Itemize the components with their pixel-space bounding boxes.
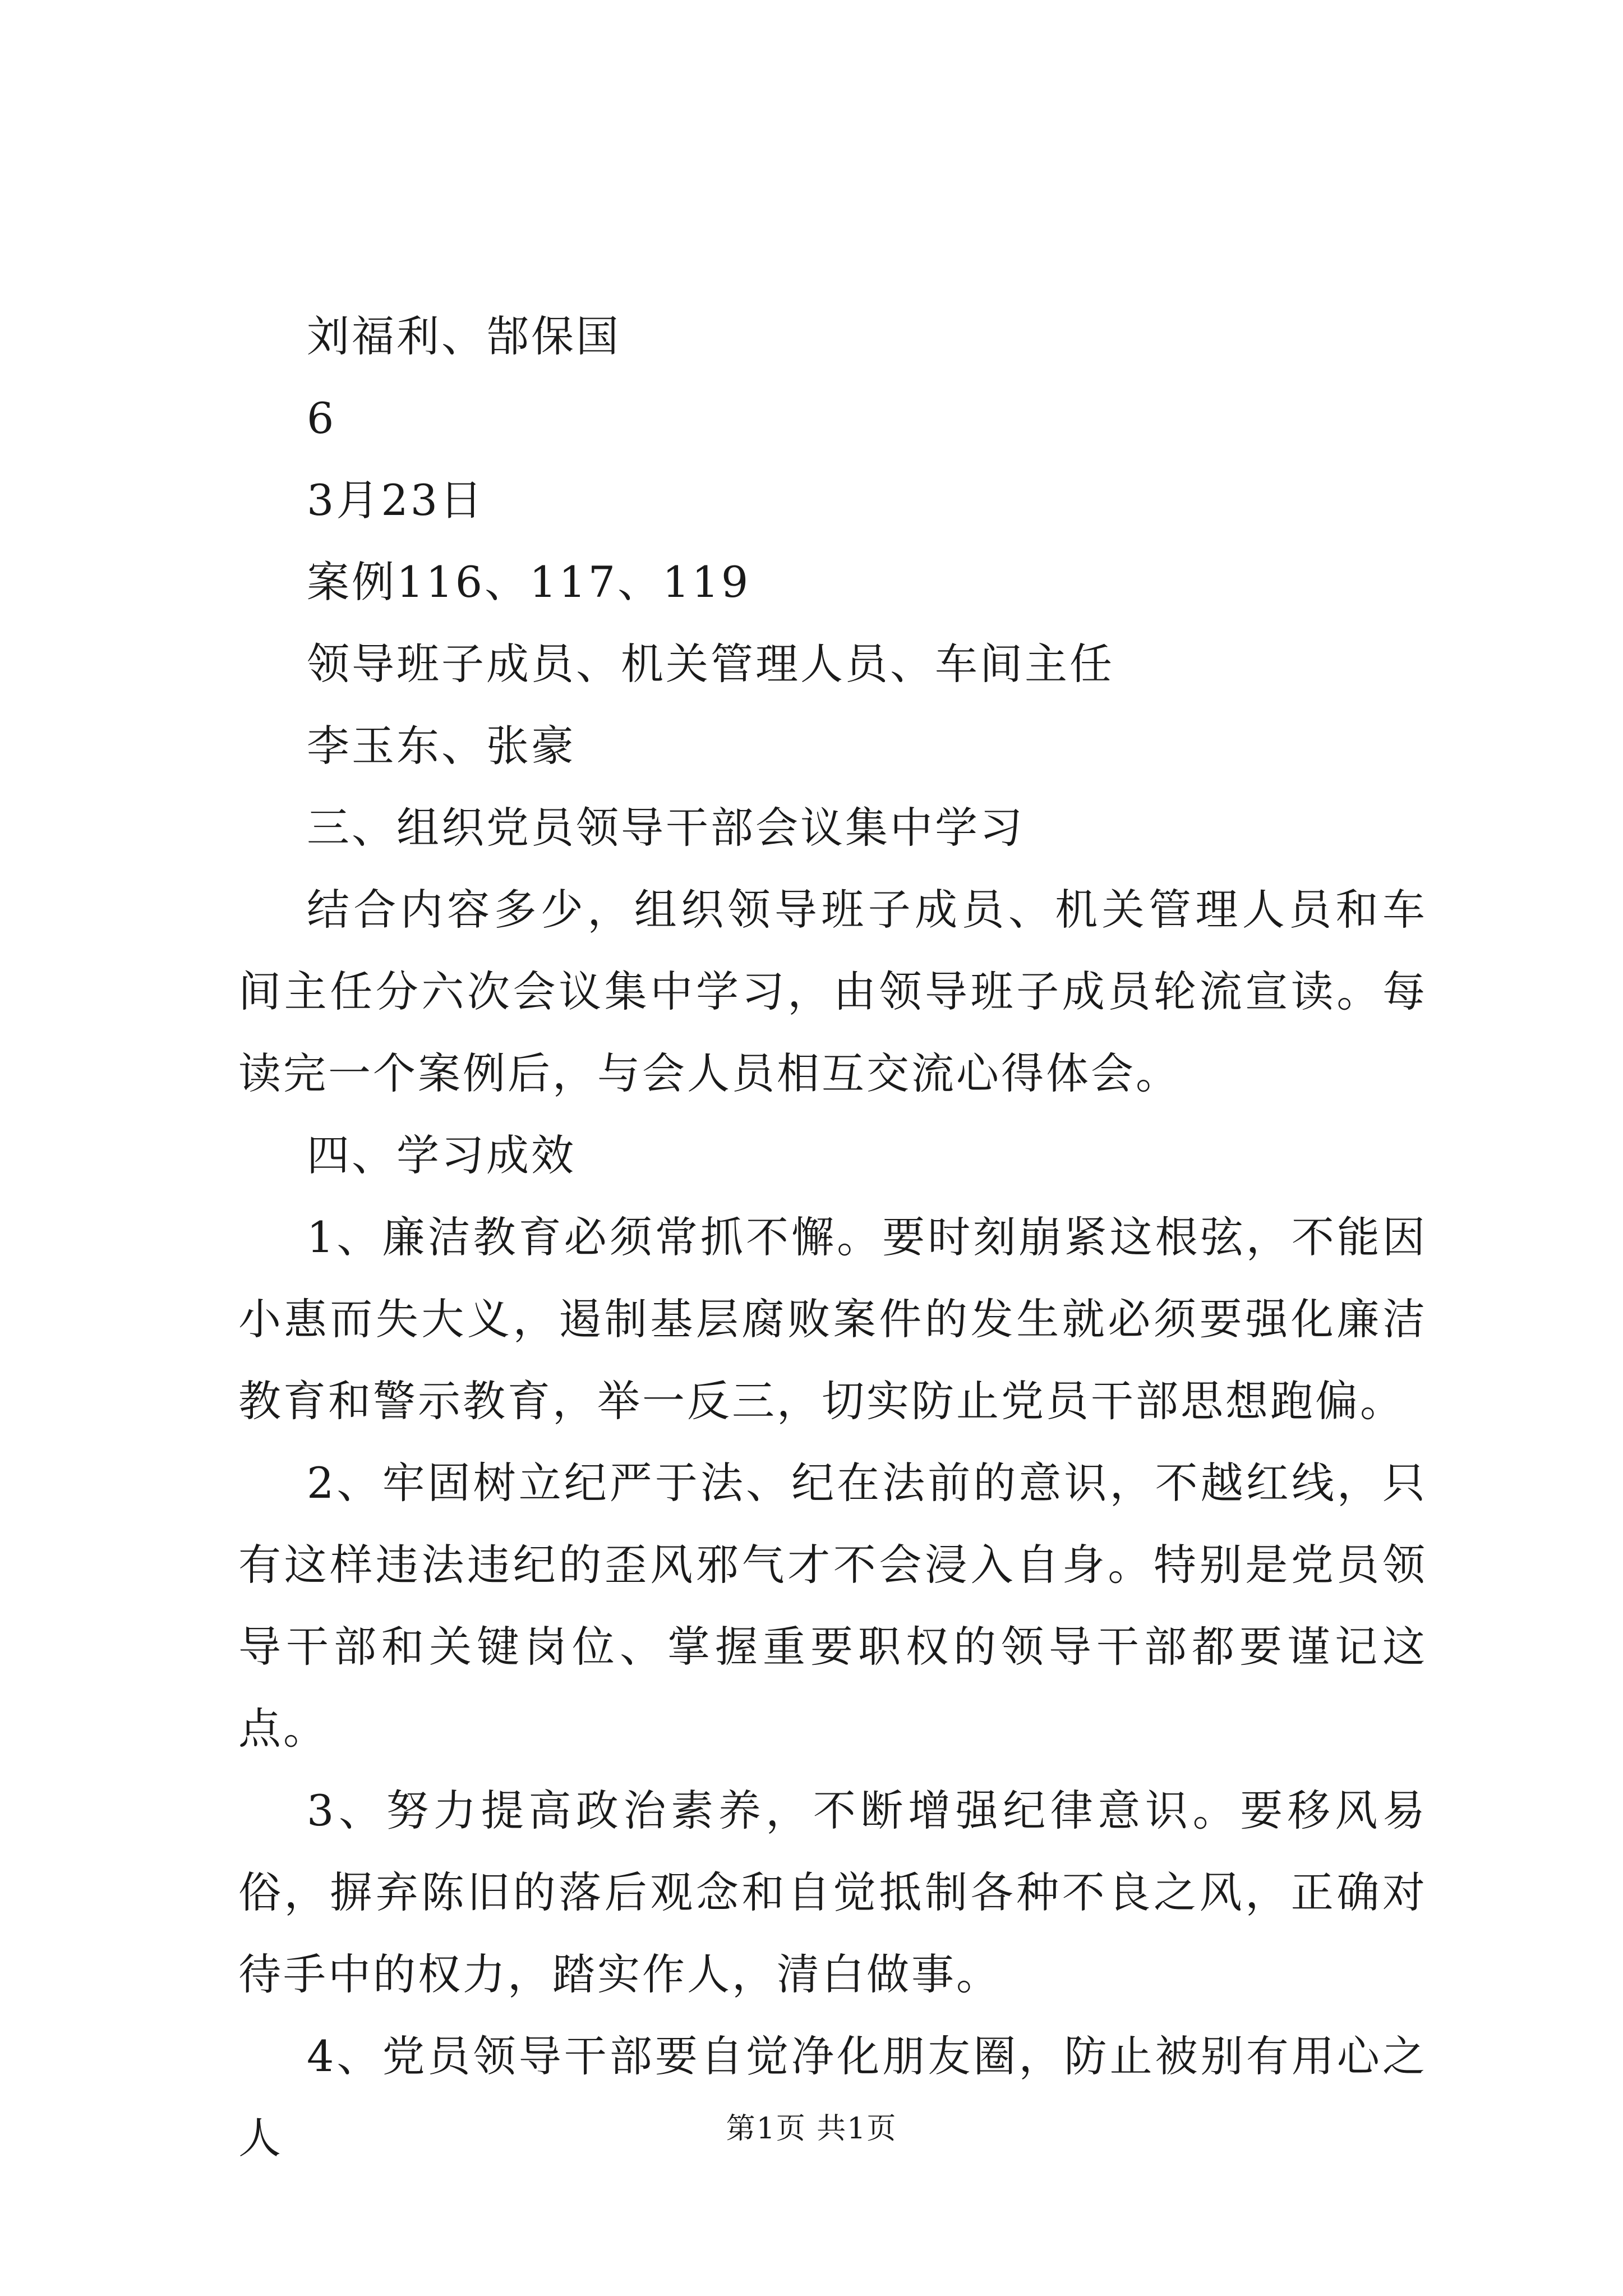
session-date: 3月23日	[307, 475, 485, 525]
section-heading-3: 三、组织党员领导干部会议集中学习	[307, 803, 1025, 853]
page-footer: 第1页 共1页	[726, 2112, 897, 2146]
paragraph-study: 结合内容多少，组织领导班子成员、机关管理人员和车间主任分六次会议集中学习，由领导班子成员轮流宣读。每读完一个案例后，与会人员相互交流心得体会。	[238, 885, 1427, 1098]
case-numbers: 案例116、117、119	[307, 557, 751, 607]
session-number: 6	[307, 393, 336, 443]
section-heading-4: 四、学习成效	[307, 1130, 576, 1180]
effect-paragraph-3: 3、努力提高政治素养，不断增强纪律意识。要移风易俗，摒弃陈旧的落后观念和自觉抵制各种不良之风，正确对待手中的权力，踏实作人，清白做事。	[238, 1786, 1427, 1999]
effect-paragraph-1: 1、廉洁教育必须常抓不懈。要时刻崩紧这根弦，不能因小惠而失大义，遏制基层腐败案件的发生就必须要强化廉洁教育和警示教育，举一反三，切实防止党员干部思想跑偏。	[238, 1212, 1427, 1426]
effect-paragraph-4: 4、党员领导干部要自觉净化朋友圈，防止被别有用心之人	[238, 2031, 1427, 2163]
names-line-2: 李玉东、张豪	[307, 721, 576, 771]
document-body	[238, 296, 1427, 2179]
names-line-1: 刘福利、郜保国	[307, 311, 621, 361]
participants: 领导班子成员、机关管理人员、车间主任	[307, 639, 1114, 689]
effect-paragraph-2: 2、牢固树立纪严于法、纪在法前的意识，不越红线，只有这样违法违纪的歪风邪气才不会浸入自身。特别是党员领导干部和关键岗位、掌握重要职权的领导干部都要谨记这点。	[238, 1458, 1427, 1754]
